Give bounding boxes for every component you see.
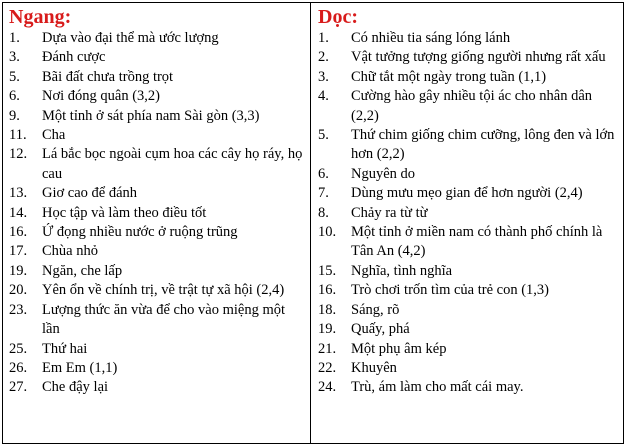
clue-text: Dựa vào đại thể mà ước lượng [42, 30, 219, 46]
clue-text: Che đậy lại [42, 379, 109, 396]
down-clue [318, 184, 619, 203]
clue-number: 3. [9, 49, 20, 66]
across-clue [9, 184, 306, 203]
clue-text: Ứ đọng nhiều nước ở ruộng trũng [42, 224, 238, 241]
down-clue-list [318, 29, 619, 398]
down-clue [318, 340, 619, 359]
clue-text: Trò chơi trốn tìm của trẻ con (1,3) [351, 282, 550, 299]
clue-text: Thứ chim giống chim cưỡng, lông đen và lớn hơn (2,2) [351, 127, 615, 163]
clue-number: 2. [318, 49, 329, 66]
clue-text: Sáng, rõ [351, 301, 400, 318]
across-clue [9, 204, 306, 223]
across-clue [9, 107, 306, 126]
down-clue [318, 262, 619, 281]
clue-number: 1. [318, 30, 329, 46]
across-clue [9, 281, 306, 300]
clue-text: Ngăn, che lấp [42, 262, 123, 279]
across-clue [9, 126, 306, 145]
down-clue [318, 320, 619, 339]
clue-text: Thứ hai [42, 340, 88, 357]
clue-text: Lượng thức ăn vừa để cho vào miệng một lần [42, 301, 286, 338]
down-clue [318, 301, 619, 320]
clue-number: 17. [9, 243, 28, 260]
down-clue [318, 165, 619, 184]
clue-number: 6. [9, 88, 20, 105]
clue-text: Lá bắc bọc ngoài cụm hoa các cây họ ráy, họ cau [42, 146, 303, 182]
clue-text: Một phụ âm kép [351, 340, 447, 357]
clue-text: Một tỉnh ở sát phía nam Sài gòn (3,3) [42, 107, 260, 124]
clue-number: 26. [9, 359, 28, 376]
across-clue [9, 242, 306, 261]
clue-number: 20. [9, 282, 28, 299]
down-clue [318, 223, 619, 262]
down-heading: Dọc: [318, 6, 358, 28]
clue-number: 14. [9, 204, 28, 221]
across-clue-list [9, 29, 306, 398]
clue-number: 10. [318, 224, 337, 241]
clue-number: 13. [9, 185, 28, 202]
clue-number: 5. [318, 127, 329, 144]
clue-text: Dùng mưu mẹo gian để hơn người (2,4) [351, 185, 583, 202]
clue-number: 16. [9, 224, 28, 241]
clue-number: 1. [9, 30, 20, 46]
across-column [3, 3, 311, 443]
clue-number: 16. [318, 282, 337, 299]
down-clue [318, 204, 619, 223]
across-clue [9, 48, 306, 67]
clue-text: Nơi đóng quân (3,2) [42, 88, 161, 105]
across-clue [9, 301, 306, 340]
clue-table [2, 2, 624, 444]
across-clue [9, 378, 306, 397]
clue-number: 22. [318, 359, 337, 376]
clue-text: Một tỉnh ở miền nam có thành phố chính là Tân An (4,2) [351, 224, 603, 260]
down-clue [318, 29, 619, 48]
clue-number: 15. [318, 262, 337, 279]
clue-text: Quấy, phá [351, 321, 410, 338]
across-clue [9, 223, 306, 242]
down-clue [318, 378, 619, 397]
clue-number: 8. [318, 204, 329, 221]
clue-text: Giơ cao để đánh [42, 185, 138, 202]
down-clue [318, 87, 619, 126]
across-clue [9, 359, 306, 378]
clue-text: Bãi đất chưa trồng trọt [42, 68, 174, 85]
across-clue [9, 87, 306, 106]
clue-text: Đánh cược [42, 49, 106, 66]
clue-number: 23. [9, 301, 28, 318]
clue-number: 24. [318, 379, 337, 396]
clue-number: 3. [318, 68, 329, 85]
clue-number: 19. [9, 262, 28, 279]
clue-number: 5. [9, 68, 20, 85]
clue-text: Chùa nhỏ [42, 243, 98, 260]
clue-text: Cường hào gây nhiều tội ác cho nhân dân (2,2) [351, 88, 593, 124]
clue-text: Cha [42, 127, 66, 144]
clue-text: Học tập và làm theo điều tốt [42, 204, 207, 221]
clue-text: Em Em (1,1) [42, 359, 118, 376]
across-clue [9, 29, 306, 48]
clue-text: Chữ tắt một ngày trong tuần (1,1) [351, 68, 547, 85]
across-heading: Ngang: [9, 6, 72, 28]
down-clue [318, 281, 619, 300]
clue-number: 21. [318, 340, 337, 357]
down-clue [318, 48, 619, 67]
clue-text: Nghĩa, tình nghĩa [351, 262, 453, 279]
across-clue [9, 145, 306, 184]
clue-number: 19. [318, 321, 337, 338]
clue-text: Vật tưởng tượng giống người nhưng rất xấu [351, 49, 606, 66]
clue-number: 7. [318, 185, 329, 202]
down-clue [318, 126, 619, 165]
clue-text: Có nhiều tia sáng lóng lánh [351, 30, 511, 46]
clue-number: 18. [318, 301, 337, 318]
across-clue [9, 340, 306, 359]
across-clue [9, 68, 306, 87]
clue-text: Chảy ra từ từ [351, 204, 428, 221]
clue-number: 6. [318, 165, 329, 182]
clue-text: Trù, ám làm cho mất cái may. [351, 379, 524, 396]
down-clue [318, 359, 619, 378]
clue-text: Yên ổn về chính trị, về trật tự xã hội (2,4) [42, 282, 285, 299]
clue-number: 9. [9, 107, 20, 124]
clue-number: 25. [9, 340, 28, 357]
clue-number: 4. [318, 88, 329, 105]
down-clue [318, 68, 619, 87]
clue-number: 11. [9, 127, 27, 144]
clue-number: 27. [9, 379, 28, 396]
clue-number: 12. [9, 146, 28, 163]
down-column [311, 3, 623, 443]
clue-text: Khuyên [351, 359, 397, 376]
across-clue [9, 262, 306, 281]
clue-text: Nguyên do [351, 165, 416, 182]
